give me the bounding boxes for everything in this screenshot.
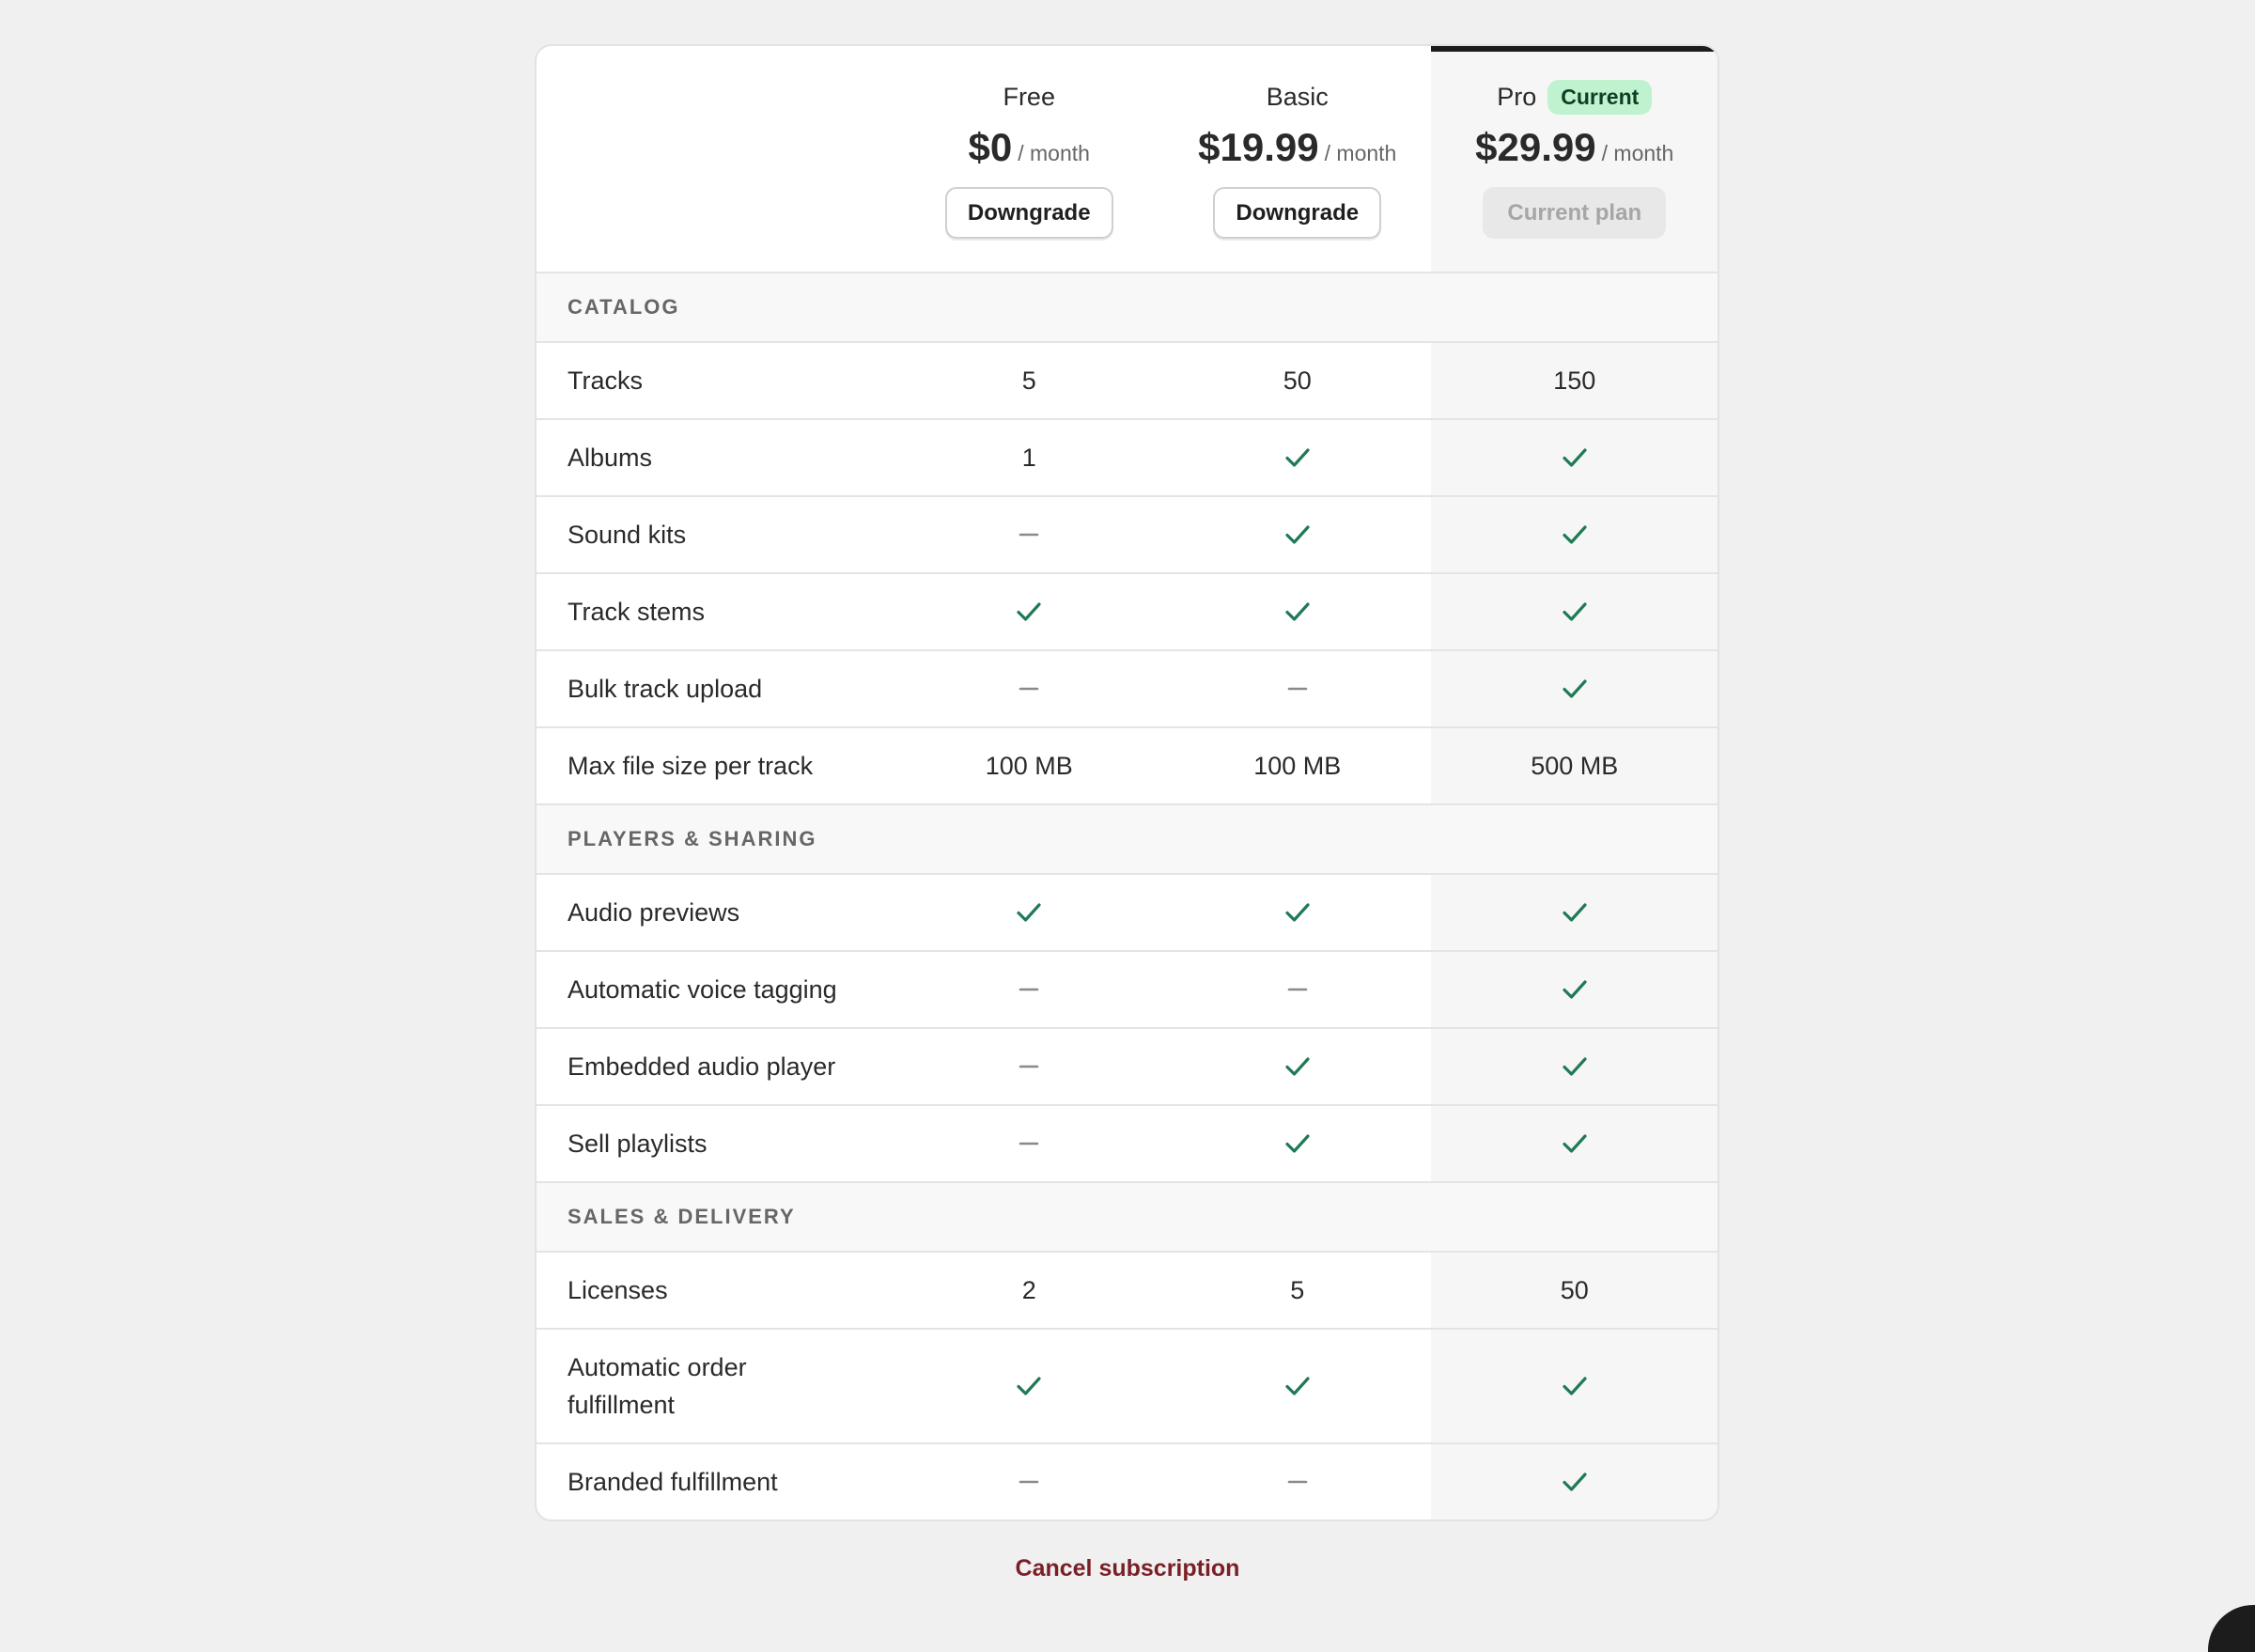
plans-header-row bbox=[537, 46, 1718, 272]
feature-row bbox=[537, 873, 1718, 950]
feature-row bbox=[537, 1027, 1718, 1104]
dash-icon bbox=[894, 1466, 1163, 1498]
check-icon bbox=[894, 896, 1163, 928]
check-icon bbox=[1432, 673, 1718, 705]
feature-row bbox=[537, 495, 1718, 572]
feature-row bbox=[537, 649, 1718, 726]
feature-label: Max file size per track bbox=[568, 752, 814, 780]
feature-row bbox=[537, 1251, 1718, 1328]
check-icon bbox=[1163, 596, 1432, 628]
feature-cell-free bbox=[894, 1051, 1163, 1083]
feature-label: Audio previews bbox=[568, 898, 740, 927]
feature-cell-free bbox=[895, 1370, 1163, 1402]
feature-row bbox=[537, 726, 1718, 803]
current-badge: Current bbox=[1547, 80, 1652, 115]
feature-sections bbox=[537, 272, 1718, 1520]
plan-basic-period: / month bbox=[1324, 141, 1397, 165]
feature-value: 2 bbox=[1021, 1275, 1036, 1304]
feature-cell-free bbox=[894, 444, 1163, 473]
feature-cell-pro bbox=[1432, 1370, 1718, 1402]
feature-cell-free bbox=[894, 1466, 1163, 1498]
check-icon bbox=[1432, 519, 1718, 551]
plan-pro-price: $29.99 bbox=[1475, 125, 1596, 169]
cancel-subscription-link[interactable]: Cancel subscription bbox=[1015, 1555, 1240, 1582]
free-downgrade-button[interactable]: Downgrade bbox=[945, 187, 1113, 239]
basic-downgrade-button[interactable]: Downgrade bbox=[1213, 187, 1381, 239]
feature-label: Branded fulfillment bbox=[568, 1468, 778, 1496]
feature-label: Sell playlists bbox=[568, 1130, 708, 1158]
dash-icon bbox=[894, 974, 1163, 1005]
feature-value: 100 MB bbox=[1253, 751, 1342, 780]
feature-row bbox=[537, 418, 1718, 495]
section-header bbox=[537, 1181, 1718, 1251]
plan-pro-name: Pro bbox=[1497, 82, 1537, 111]
feature-cell-pro bbox=[1432, 752, 1718, 781]
plan-pro-header bbox=[1432, 46, 1718, 239]
feature-cell-pro bbox=[1432, 1276, 1718, 1305]
feature-cell-free bbox=[894, 752, 1163, 781]
feature-cell-free bbox=[894, 673, 1163, 705]
dash-icon bbox=[894, 519, 1163, 551]
feature-label: Licenses bbox=[568, 1276, 668, 1304]
check-icon bbox=[1163, 1128, 1432, 1160]
feature-row bbox=[537, 572, 1718, 649]
feature-row bbox=[537, 341, 1718, 418]
feature-row bbox=[537, 1104, 1718, 1181]
feature-label: Albums bbox=[568, 444, 653, 472]
feature-value: 500 MB bbox=[1531, 751, 1619, 780]
current-plan-top-bar bbox=[1431, 46, 1718, 52]
feature-cell-pro bbox=[1432, 1128, 1718, 1160]
check-icon bbox=[1163, 1370, 1431, 1402]
feature-cell-free bbox=[894, 366, 1163, 396]
dash-icon bbox=[894, 673, 1163, 705]
feature-label: Sound kits bbox=[568, 521, 687, 549]
section-header bbox=[537, 803, 1718, 873]
check-icon bbox=[894, 596, 1163, 628]
feature-label: Tracks bbox=[568, 366, 643, 395]
section-title: PLAYERS & SHARING bbox=[568, 827, 817, 850]
feature-cell-pro bbox=[1432, 1051, 1718, 1083]
feature-label: Bulk track upload bbox=[568, 675, 763, 703]
feature-value: 50 bbox=[1560, 1275, 1589, 1304]
check-icon bbox=[1432, 896, 1718, 928]
plan-free-name: Free bbox=[1003, 82, 1055, 111]
dash-icon bbox=[894, 1051, 1163, 1083]
feature-label: Embedded audio player bbox=[568, 1052, 836, 1081]
current-plan-button: Current plan bbox=[1483, 187, 1666, 239]
feature-cell-basic bbox=[1163, 752, 1432, 781]
check-icon bbox=[1432, 442, 1718, 474]
feature-cell-pro bbox=[1432, 1466, 1718, 1498]
plan-pro-period: / month bbox=[1601, 141, 1674, 165]
dash-icon bbox=[1163, 1466, 1432, 1498]
check-icon bbox=[895, 1370, 1163, 1402]
check-icon bbox=[1432, 596, 1718, 628]
feature-cell-basic bbox=[1163, 896, 1432, 928]
check-icon bbox=[1163, 442, 1432, 474]
plan-basic-name: Basic bbox=[1266, 82, 1329, 111]
feature-cell-free bbox=[894, 1276, 1163, 1305]
feature-value: 1 bbox=[1021, 443, 1036, 472]
feature-cell-basic bbox=[1163, 1466, 1432, 1498]
section-header bbox=[537, 272, 1718, 341]
dash-icon bbox=[1163, 673, 1432, 705]
feature-cell-basic bbox=[1163, 1276, 1432, 1305]
dash-icon bbox=[894, 1128, 1163, 1160]
feature-cell-free bbox=[894, 974, 1163, 1005]
feature-cell-basic bbox=[1163, 442, 1432, 474]
feature-cell-basic bbox=[1163, 519, 1432, 551]
feature-value: 150 bbox=[1553, 366, 1596, 395]
check-icon bbox=[1163, 896, 1432, 928]
feature-cell-pro bbox=[1432, 442, 1718, 474]
feature-cell-basic bbox=[1163, 673, 1432, 705]
section-title: SALES & DELIVERY bbox=[568, 1205, 796, 1228]
feature-value: 5 bbox=[1290, 1275, 1305, 1304]
check-icon bbox=[1432, 1051, 1718, 1083]
plan-basic-header bbox=[1163, 46, 1432, 239]
plan-free-header bbox=[894, 46, 1163, 239]
plan-free-period: / month bbox=[1018, 141, 1090, 165]
feature-cell-pro bbox=[1432, 896, 1718, 928]
feature-value: 5 bbox=[1021, 366, 1036, 395]
section-title: CATALOG bbox=[568, 295, 680, 319]
check-icon bbox=[1432, 1466, 1718, 1498]
check-icon bbox=[1432, 1128, 1718, 1160]
plan-comparison-table bbox=[535, 44, 1719, 1521]
dash-icon bbox=[1163, 974, 1432, 1005]
feature-value: 100 MB bbox=[985, 751, 1073, 780]
feature-label: Automatic order fulfillment bbox=[568, 1353, 747, 1419]
feature-cell-basic bbox=[1163, 1370, 1431, 1402]
feature-row bbox=[537, 1328, 1718, 1442]
feature-value: 50 bbox=[1283, 366, 1312, 395]
plan-basic-price: $19.99 bbox=[1198, 125, 1319, 169]
check-icon bbox=[1432, 1370, 1718, 1402]
feature-cell-pro bbox=[1432, 673, 1718, 705]
check-icon bbox=[1163, 519, 1432, 551]
feature-cell-pro bbox=[1432, 596, 1718, 628]
feature-row bbox=[537, 950, 1718, 1027]
feature-cell-basic bbox=[1163, 1128, 1432, 1160]
feature-cell-basic bbox=[1163, 596, 1432, 628]
feature-cell-free bbox=[894, 519, 1163, 551]
feature-label: Track stems bbox=[568, 598, 706, 626]
feature-cell-pro bbox=[1432, 519, 1718, 551]
feature-cell-pro bbox=[1432, 974, 1718, 1005]
feature-cell-pro bbox=[1432, 366, 1718, 396]
feature-cell-basic bbox=[1163, 1051, 1432, 1083]
feature-cell-basic bbox=[1163, 974, 1432, 1005]
check-icon bbox=[1432, 974, 1718, 1005]
check-icon bbox=[1163, 1051, 1432, 1083]
feature-cell-basic bbox=[1163, 366, 1432, 396]
feature-row bbox=[537, 1442, 1718, 1520]
feature-cell-free bbox=[894, 896, 1163, 928]
plan-free-price: $0 bbox=[968, 125, 1013, 169]
feature-cell-free bbox=[894, 596, 1163, 628]
window-corner bbox=[2208, 1605, 2255, 1652]
feature-cell-free bbox=[894, 1128, 1163, 1160]
feature-label: Automatic voice tagging bbox=[568, 975, 837, 1004]
